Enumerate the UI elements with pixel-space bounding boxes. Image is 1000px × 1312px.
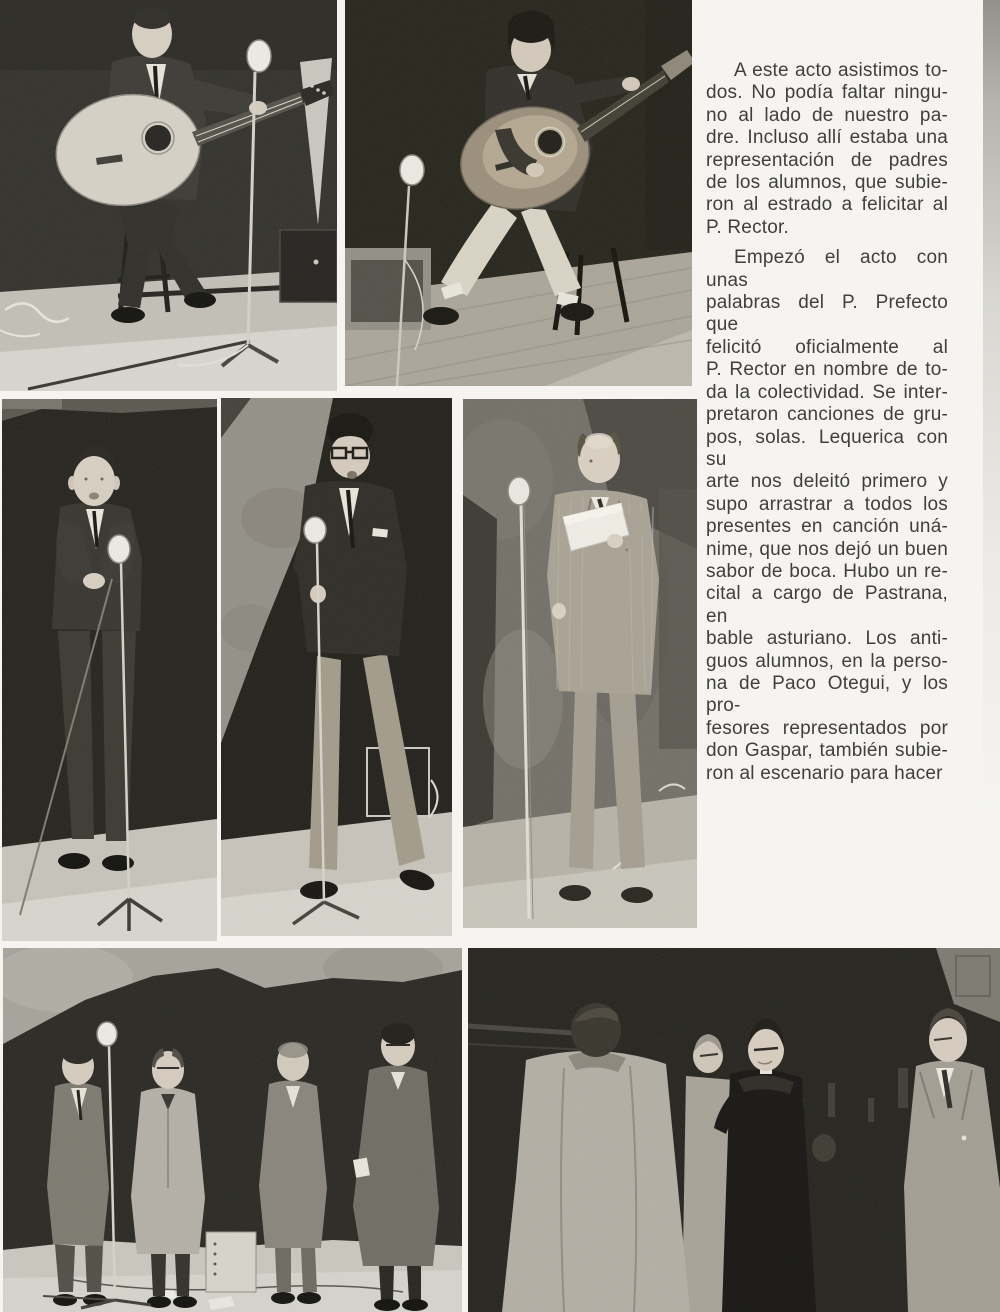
body-line: palabras del P. Prefecto que xyxy=(706,292,948,336)
body-line: dre. Incluso allí estaba una xyxy=(706,127,948,149)
body-line: nime, que nos dejó un buen xyxy=(706,538,948,560)
photo-speaker-reading xyxy=(463,399,697,928)
body-line: Empezó el acto con unas xyxy=(706,247,948,291)
body-line: supo arrastrar a todos los xyxy=(706,493,948,515)
body-line: P. Rector en nombre de to- xyxy=(706,359,948,381)
body-line: no al lado de nuestro pa- xyxy=(706,104,948,126)
photo-singer-glasses xyxy=(221,398,452,936)
body-line: P. Rector. xyxy=(706,216,789,238)
body-line: sabor de boca. Hubo un re- xyxy=(706,560,948,582)
body-line: arte nos deleitó primero y xyxy=(706,471,948,493)
body-line: fesores representados por xyxy=(706,717,948,739)
page-edge-shadow xyxy=(983,0,1000,948)
body-line: A este acto asistimos to- xyxy=(734,60,948,81)
body-line: presentes en canción uná- xyxy=(706,516,948,538)
paragraph-2 xyxy=(706,247,948,785)
body-line: da la colectividad. Se inter- xyxy=(706,381,948,403)
body-line: de los alumnos, que subie- xyxy=(706,172,948,194)
body-line: felicitó oficialmente al xyxy=(706,336,948,358)
photo-singer-dark-suit xyxy=(2,399,217,941)
body-line: pos, solas. Lequerica con su xyxy=(706,426,948,470)
body-line: cital a cargo de Pastrana, en xyxy=(706,583,948,627)
body-line: pretaron canciones de gru- xyxy=(706,404,948,426)
body-line: guos alumnos, en la perso- xyxy=(706,650,948,672)
article-text-column xyxy=(706,60,948,793)
body-line: don Gaspar, también subie- xyxy=(706,740,948,762)
body-line: dos. No podía faltar ningu- xyxy=(706,82,948,104)
photo-guitarist-seated-left xyxy=(0,0,337,391)
body-line: ron al escenario para hacer xyxy=(706,762,943,784)
body-line: representación de padres xyxy=(706,149,948,171)
photo-reception-group xyxy=(468,948,1000,1312)
photo-four-men-stage xyxy=(3,948,462,1312)
photo-guitarist-seated-right xyxy=(345,0,692,386)
paragraph-1 xyxy=(706,60,948,239)
body-line: bable asturiano. Los anti- xyxy=(706,628,948,650)
body-line: ron al estrado a felicitar al xyxy=(706,194,948,216)
body-line: na de Paco Otegui, y los pro- xyxy=(706,672,948,717)
